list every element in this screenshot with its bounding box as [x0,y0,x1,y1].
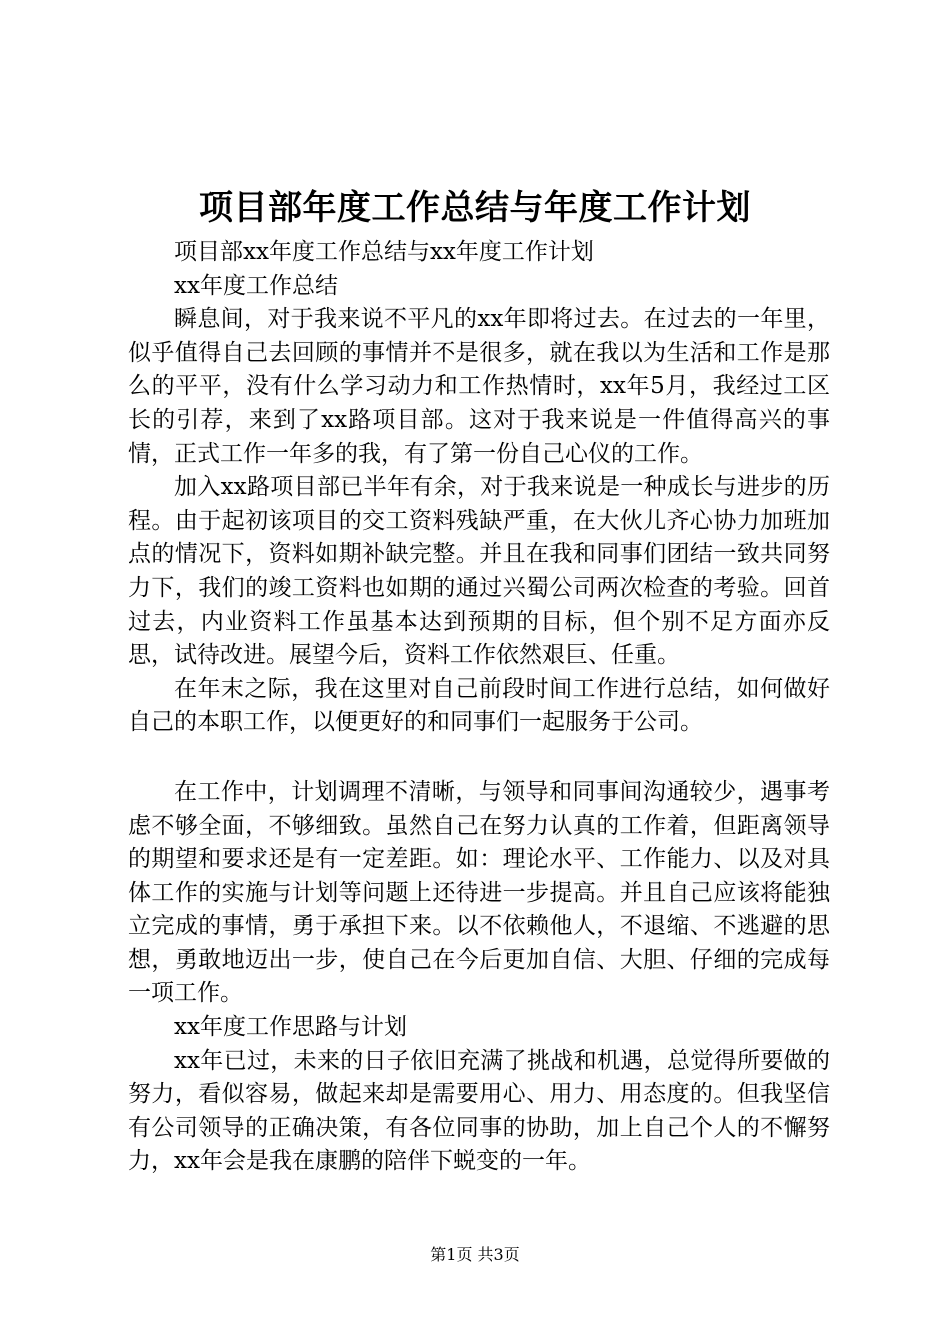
subtitle-line: 项目部xx年度工作总结与xx年度工作计划 [174,239,594,265]
section-heading-summary: xx年度工作总结 [174,272,338,299]
paragraph-year-end: 在年末之际，我在这里对自己前段时间工作进行总结，如何做好自己的本职工作，以便更好的和同事们一起服务于公司。 [128,675,830,736]
page-number-footer: 第1页 共3页 [430,1245,520,1264]
document-body [128,236,830,1179]
section-heading-plan: xx年度工作思路与计划 [174,1014,407,1041]
document-title: 项目部年度工作总结与年度工作计划 [199,188,751,228]
paragraph-shortcomings: 在工作中，计划调理不清晰，与领导和同事间沟通较少，遇事考虑不够全面，不够细致。虽然自己在努力认真的工作着，但距离领导的期望和要求还是有一定差距。如：理论水平、工作能力、以及对具体工作的实施与计划等问题上还待进一步提高。并且自己应该将能独立完成的事情，勇于承担下来。以不依赖他人，不退缩、不逃避的思想，勇敢地迈出一步，使自己在今后更加自信、大胆、仔细的完成每一项工作。 [128,778,830,1007]
paragraph-progress: 加入xx路项目部已半年有余，对于我来说是一种成长与进步的历程。由于起初该项目的交工资料残缺严重，在大伙儿齐心协力加班加点的情况下，资料如期补缺完整。并且在我和同事们团结一致共同努力下，我们的竣工资料也如期的通过兴蜀公司两次检查的考验。回首过去，内业资料工作虽基本达到预期的目标，但个别不足方面亦反思，试待改进。展望今后，资料工作依然艰巨、任重。 [128,474,830,669]
paragraph-intro: 瞬息间，对于我来说不平凡的xx年即将过去。在过去的一年里，似乎值得自己去回顾的事情并不是很多，就在我以为生活和工作是那么的平平，没有什么学习动力和工作热情时，xx年5月，我经过工区长的引荐，来到了xx路项目部。这对于我来说是一件值得高兴的事情，正式工作一年多的我，有了第一份自己心仪的工作。 [128,306,830,467]
paragraph-spacer [128,740,830,776]
paragraph-outlook: xx年已过，未来的日子依旧充满了挑战和机遇，总觉得所要做的努力，看似容易，做起来却是需要用心、用力、用态度的。但我坚信有公司领导的正确决策，有各位同事的协助，加上自己个人的不懈努力，xx年会是我在康鹏的陪伴下蜕变的一年。 [128,1047,830,1175]
